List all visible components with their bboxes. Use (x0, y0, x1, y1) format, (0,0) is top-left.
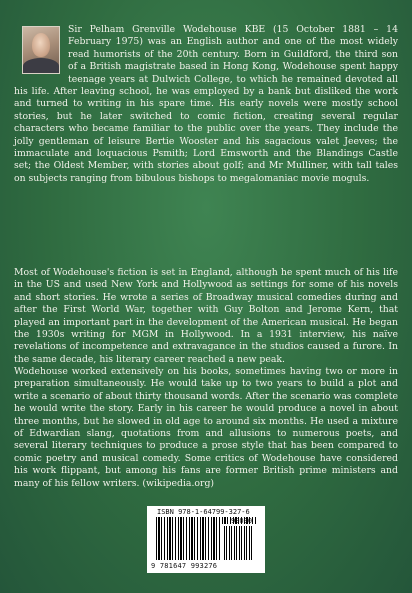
isbn-barcode (147, 506, 265, 573)
bio-paragraph-1-text: Sir Pelham Grenville Wodehouse KBE (15 October 1881 – 14 February 1975) was an English author and one of the most widely read humorists of the 20th century. Born in Guildford, the third son of a British magistrate based in Hong Kong, Wodehouse spent happy teenage years at Dulwich College, to which he remained devoted all his life. After leaving school, he was employed by a bank but disliked the work and turned to writing in his spare time. His early novels were mostly school stories, but he later switched to comic fiction, creating several regular characters who became familiar to the public over the years. They include the jolly gentleman of leisure Bertie Wooster and his sagacious valet Jeeves; the immaculate and loquacious Psmith; Lord Emsworth and the Blandings Castle set; the Oldest Member, with stories about golf; and Mr Mulliner, with tall tales on subjects ranging from bibulous bishops to megalomaniac movie moguls. (14, 24, 398, 184)
isbn-label: ISBN 978-1-64799-327-6 (157, 508, 250, 516)
author-shoulders (23, 58, 59, 74)
author-photo (22, 26, 60, 74)
bio-paragraph-1 (14, 24, 398, 185)
bio-paragraph-3: Wodehouse worked extensively on his books, sometimes having two or more in preparation simultaneously. He would take up to two years to build a plot and write a scenario of about thirty thousand words. After the scenario was complete he would write the story. Early in his career he would produce a novel in about three months, but he slowed in old age to around six months. He used a mixture of Edwardian slang, quotations from and allusions to numerous poets, and several literary techniques to produce a prose style that has been compared to comic poetry and musical comedy. Some critics of Wodehouse have considered his work flippant, but among his fans are former British prime ministers and many of his fellow writers. (wikipedia.org) (14, 366, 398, 489)
price-code: 90000 (231, 517, 253, 525)
bio-paragraph-2: Most of Wodehouse's fiction is set in England, although he spent much of his life in the US and used New York and Hollywood as settings for some of his novels and short stories. He wrote a series of Broadway musical comedies during and after the First World War, together with Guy Bolton and Jerome Kern, that played an important part in the development of the American musical. He began the 1930s writing for MGM in Hollywood. In a 1931 interview, his naïve revelations of incompetence and extravagance in the studios caused a furore. In the same decade, his literary career reached a new peak. (14, 267, 398, 365)
barcode-digits: 9 781647 993276 (151, 562, 218, 570)
price-barcode-bars (224, 526, 254, 560)
author-face (32, 33, 50, 57)
